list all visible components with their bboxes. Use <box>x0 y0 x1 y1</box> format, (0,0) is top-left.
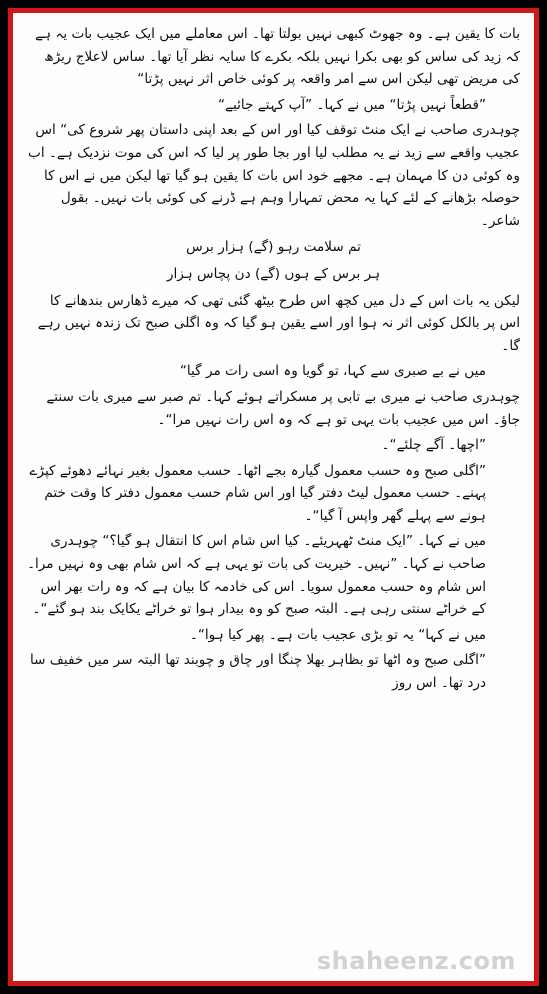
urdu-text-body <box>27 23 520 695</box>
paragraph-7: ”اچھا۔ آگے چلئے“۔ <box>381 437 486 454</box>
paragraph-5: میں نے بے صبری سے کہا، تو گویا وہ اسی رات مر گیا“ <box>179 363 486 380</box>
watermark-text: shaheenz.com <box>316 947 516 975</box>
document-page <box>13 13 534 981</box>
paragraph-6: چوہدری صاحب نے میری بے تابی پر مسکراتے ہوئے کہا۔ تم صبر سے میری بات سنتے جاؤ۔ اس میں عجیب بات یہی تو ہے کہ وہ اس رات نہیں مرا“۔ <box>46 388 520 428</box>
paragraph-4: لیکن یہ بات اس کے دل میں کچھ اس طرح بیٹھ گئی تھی کہ میرے ڈھارس بندھانے کا اس پر بالکل کوئی اثر نہ ہوا اور اسے یقین ہو گیا کہ وہ اگلی صبح تک زندہ نہیں رہے گا۔ <box>37 292 520 354</box>
verse-line-2: ہر برس کے ہوں (گے) دن پچاس ہزار <box>166 265 381 282</box>
paragraph-10: میں نے کہا“ یہ تو بڑی عجیب بات ہے۔ پھر کیا ہوا“۔ <box>189 626 486 643</box>
paragraph-11: ”اگلی صبح وہ اٹھا تو بظاہر بھلا چنگا اور چاق و چوبند تھا البتہ سر میں خفیف سا درد تھا۔ اس روز <box>29 652 486 692</box>
red-border-frame <box>8 8 539 986</box>
paragraph-8: ”اگلی صبح وہ حسب معمول گیارہ بجے اٹھا۔ حسب معمول بغیر نہائے دھوئے کپڑے پہنے۔ حسب معمول لیٹ دفتر گیا اور اس شام حسب معمول دفتر کا وقت ختم ہونے سے پہلے گھر واپس آ گیا“۔ <box>29 462 486 524</box>
paragraph-2: ”قطعاً نہیں پڑتا“ میں نے کہا۔ ”آپ کہتے جائیے“ <box>218 96 486 113</box>
verse-line-1: تم سلامت رہو (گے) ہزار برس <box>186 239 361 256</box>
paragraph-3: چوہدری صاحب نے ایک منٹ توقف کیا اور اس کے بعد اپنی داستان پھر شروع کی“ اس عجیب واقعے سے زید نے یہ مطلب لیا اور بجا طور پر لیا کہ اس کی موت نزدیک ہے۔ اب وہ کوئی دن کا مہمان ہے۔ مجھے خود اس بات کا یقین ہو گیا تھا لیکن میں نے اس کا حوصلہ بڑھانے کے لئے کہا یہ محض تمہارا وہم ہے ڈرنے کی کوئی بات نہیں۔ بقول شاعر۔ <box>28 122 520 229</box>
paragraph-1: بات کا یقین ہے۔ وہ جھوٹ کبھی نہیں بولتا تھا۔ اس معاملے میں ایک عجیب بات یہ ہے کہ زید کی ساس کو بھی بکرا نہیں بلکہ بکرے کا سایہ نظر آیا تھا۔ ساس لاعلاج ریڑھ کی مریض تھی لیکن اس سے امر واقعہ پر کوئی خاص اثر نہیں پڑتا“ <box>35 26 520 88</box>
paragraph-9: میں نے کہا۔ ”ایک منٹ ٹھہریئے۔ کیا اس شام اس کا انتقال ہو گیا؟“ چوہدری صاحب نے کہا۔ ”نہیں۔ خیریت کی بات تو یہی ہے کہ اس شام بھی وہ نہیں مرا۔ اس شام وہ حسب معمول سویا۔ اس کی خادمہ کا بیان ہے کہ وہ رات بھر اس کے خراٹے سنتی رہی ہے۔ البتہ صبح کو وہ بیدار ہوا تو خراٹے یکایک بند ہو گئے“۔ <box>27 533 486 618</box>
